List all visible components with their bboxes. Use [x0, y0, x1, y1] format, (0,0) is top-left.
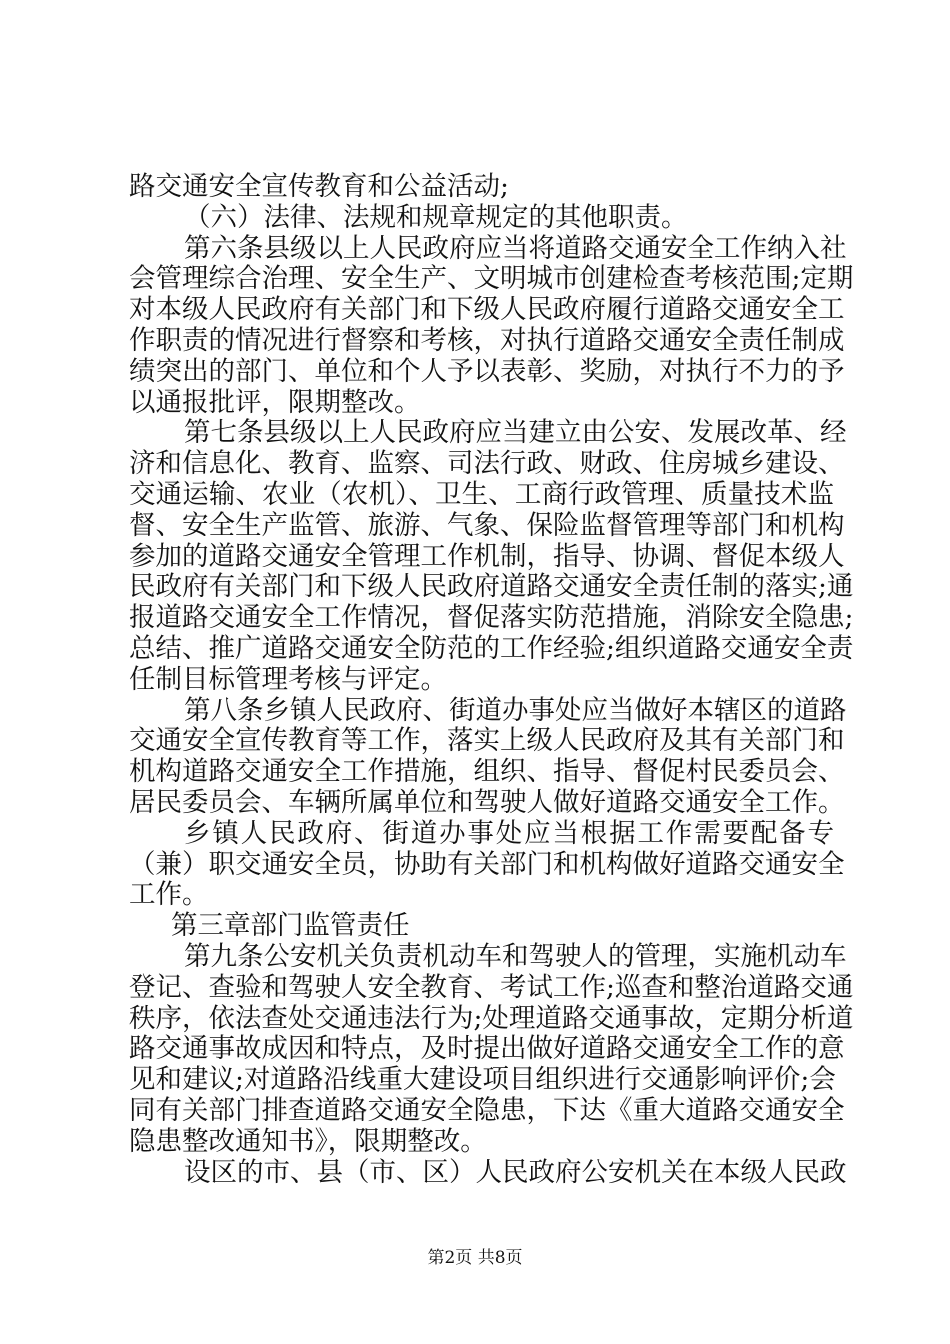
- text-line: 第七条县级以上人民政府应当建立由公安、发展改革、经: [184, 417, 847, 449]
- document-body: [129, 171, 854, 1188]
- text-line: 第三章部门监管责任: [171, 910, 410, 942]
- text-line: 设区的市、县（市、区）人民政府公安机关在本级人民政: [184, 1156, 847, 1188]
- text-line: 工作。: [129, 879, 209, 911]
- text-line: 对本级人民政府有关部门和下级人民政府履行道路交通安全工: [129, 294, 845, 326]
- text-line: 民政府有关部门和下级人民政府道路交通安全责任制的落实;通: [129, 571, 854, 603]
- text-line: 作职责的情况进行督察和考核，对执行道路交通安全责任制成: [129, 324, 845, 356]
- text-line: 济和信息化、教育、监察、司法行政、财政、住房城乡建设、: [129, 448, 845, 480]
- text-line: （六）法律、法规和规章规定的其他职责。: [184, 201, 688, 233]
- text-line: 交通运输、农业（农机）、卫生、工商行政管理、质量技术监: [129, 478, 834, 510]
- text-line: 以通报批评，限期整改。: [129, 386, 421, 418]
- text-line: 报道路交通安全工作情况，督促落实防范措施，消除安全隐患;: [129, 602, 854, 634]
- text-line: 路交通安全宣传教育和公益活动;: [129, 171, 509, 202]
- text-line: 秩序，依法查处交通违法行为;处理道路交通事故，定期分析道: [129, 1002, 854, 1034]
- text-line: 见和建议;对道路沿线重大建设项目组织进行交通影响评价;会: [129, 1064, 836, 1096]
- text-line: 第八条乡镇人民政府、街道办事处应当做好本辖区的道路: [184, 694, 847, 726]
- text-line: 同有关部门排查道路交通安全隐患，下达《重大道路交通安全: [129, 1094, 845, 1126]
- text-line: 总结、推广道路交通安全防范的工作经验;组织道路交通安全责: [129, 632, 854, 664]
- text-line: 参加的道路交通安全管理工作机制，指导、协调、督促本级人: [129, 540, 845, 572]
- text-line: 会管理综合治理、安全生产、文明城市创建检查考核范围;定期: [129, 263, 854, 295]
- text-line: 机构道路交通安全工作措施，组织、指导、督促村民委员会、: [129, 756, 845, 788]
- text-line: （兼）职交通安全员，协助有关部门和机构做好道路交通安全: [129, 848, 845, 880]
- text-line: 登记、查验和驾驶人安全教育、考试工作;巡查和整治道路交通: [129, 971, 854, 1003]
- text-line: 任制目标管理考核与评定。: [129, 663, 447, 695]
- text-line: 督、安全生产监管、旅游、气象、保险监督管理等部门和机构: [129, 509, 845, 541]
- text-line: 交通安全宣传教育等工作，落实上级人民政府及其有关部门和: [129, 725, 845, 757]
- text-line: 第九条公安机关负责机动车和驾驶人的管理，实施机动车: [184, 940, 847, 972]
- text-line: 路交通事故成因和特点，及时提出做好道路交通安全工作的意: [129, 1033, 845, 1065]
- text-line: 第六条县级以上人民政府应当将道路交通安全工作纳入社: [184, 232, 847, 264]
- page-footer: 第2页 共8页: [427, 1248, 523, 1268]
- text-line: 乡镇人民政府、街道办事处应当根据工作需要配备专: [184, 817, 834, 849]
- text-line: 居民委员会、车辆所属单位和驾驶人做好道路交通安全工作。: [129, 786, 845, 818]
- text-line: 隐患整改通知书》，限期整改。: [129, 1125, 487, 1157]
- text-line: 绩突出的部门、单位和个人予以表彰、奖励，对执行不力的予: [129, 355, 845, 387]
